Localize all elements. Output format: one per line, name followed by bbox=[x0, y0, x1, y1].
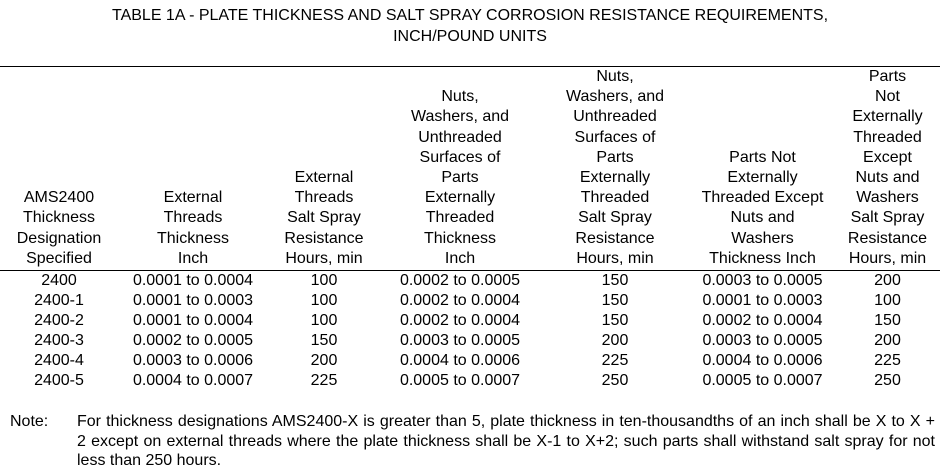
table-cell: 0.0003 to 0.0005 bbox=[399, 332, 521, 350]
column-header-line: Threads bbox=[163, 209, 223, 227]
column-header-line: Hours, min bbox=[285, 249, 363, 267]
table-cell: 2400-1 bbox=[34, 292, 84, 310]
column-header-line: Externally bbox=[579, 169, 651, 187]
table-cell: 100 bbox=[310, 272, 338, 290]
table-cell: 0.0003 to 0.0005 bbox=[702, 332, 823, 350]
column-header-line: Nuts and bbox=[855, 169, 920, 187]
column-header-line: Unthreaded bbox=[418, 128, 502, 146]
table-cell: 0.0003 to 0.0005 bbox=[702, 272, 823, 290]
column-header-line: External bbox=[163, 189, 223, 207]
table-cell: 2400-5 bbox=[34, 372, 84, 390]
column-header-line: Parts bbox=[596, 148, 634, 166]
column-header-line: Nuts, bbox=[441, 88, 479, 106]
thickness-requirements-table bbox=[0, 66, 940, 391]
column-header-line: Inch bbox=[444, 249, 476, 267]
column-header-line: Resistance bbox=[847, 229, 928, 247]
column-header-line: Externally bbox=[852, 108, 923, 126]
column-header-line: Externally bbox=[424, 189, 496, 207]
column-header-1 bbox=[0, 67, 118, 271]
table-cell: 0.0002 to 0.0005 bbox=[132, 332, 254, 350]
header-row bbox=[0, 67, 940, 271]
column-header-line: Parts bbox=[868, 68, 907, 85]
table-cell: 0.0002 to 0.0004 bbox=[702, 312, 823, 330]
column-header-line: Nuts and bbox=[730, 209, 795, 227]
table-cell: 2400-2 bbox=[34, 312, 84, 330]
table-row bbox=[0, 371, 940, 391]
column-header-line: Threaded bbox=[425, 209, 495, 227]
table-cell: 0.0001 to 0.0003 bbox=[702, 292, 823, 310]
table-cell: 225 bbox=[310, 372, 338, 390]
note-label: Note: bbox=[10, 413, 49, 430]
table-row bbox=[0, 331, 940, 351]
column-header-line: Designation bbox=[16, 229, 102, 247]
column-header-2 bbox=[118, 67, 268, 271]
table-cell: 0.0002 to 0.0005 bbox=[399, 272, 521, 290]
table-cell: 150 bbox=[310, 332, 338, 350]
table-cell: 100 bbox=[310, 312, 338, 330]
column-header-7 bbox=[835, 67, 940, 271]
column-header-line: Thickness Inch bbox=[709, 249, 816, 267]
column-header-line: Threaded Except bbox=[701, 189, 824, 207]
table-cell: 0.0004 to 0.0006 bbox=[702, 352, 823, 370]
table-cell: 200 bbox=[601, 332, 629, 350]
column-header-line: Washers bbox=[731, 229, 794, 247]
column-header-line: Salt Spray bbox=[287, 209, 361, 227]
column-header-line: AMS2400 bbox=[23, 189, 95, 207]
column-header-line: Thickness bbox=[22, 209, 96, 227]
column-header-line: Hours, min bbox=[848, 249, 927, 267]
table-cell: 150 bbox=[601, 292, 629, 310]
table-cell: 0.0005 to 0.0007 bbox=[702, 372, 823, 390]
table-cell: 0.0005 to 0.0007 bbox=[399, 372, 521, 390]
note-text: For thickness designations AMS2400-X is greater than 5, plate thickness in ten-thousandths of an inch shall be X to X + 2 except on external threads where the plate thickness shall be X-1 to X+2; such parts shall withstand salt spray for not less than 250 hours. bbox=[77, 413, 935, 469]
column-header-6 bbox=[690, 67, 835, 271]
column-header-line: Washers bbox=[856, 189, 919, 207]
column-header-line: Threaded bbox=[853, 128, 922, 146]
table-cell: 200 bbox=[310, 352, 338, 370]
table-cell: 150 bbox=[601, 312, 629, 330]
column-header-line: Resistance bbox=[284, 229, 364, 247]
table-cell: 225 bbox=[874, 352, 901, 370]
table-cell: 0.0004 to 0.0007 bbox=[132, 372, 254, 390]
table-cell: 2400-3 bbox=[34, 332, 84, 350]
column-header-line: Unthreaded bbox=[573, 108, 657, 126]
table-cell: 225 bbox=[601, 352, 629, 370]
column-header-5 bbox=[540, 67, 690, 271]
table-row bbox=[0, 311, 940, 331]
column-header-line: Nuts, bbox=[596, 68, 634, 85]
table-cell: 2400 bbox=[41, 272, 77, 290]
table-title bbox=[0, 5, 940, 47]
column-header-line: Salt Spray bbox=[578, 209, 652, 227]
column-header-line: Externally bbox=[727, 169, 798, 187]
column-header-line: Washers, and bbox=[410, 108, 510, 126]
column-header-line: Surfaces of bbox=[574, 128, 656, 146]
table-cell: 150 bbox=[874, 312, 901, 330]
table-title-line-1: TABLE 1A - PLATE THICKNESS AND SALT SPRAY CORROSION RESISTANCE REQUIREMENTS, bbox=[111, 7, 829, 24]
column-header-line: Washers, and bbox=[565, 88, 665, 106]
table-row bbox=[0, 291, 940, 311]
table-cell: 200 bbox=[874, 272, 901, 290]
column-header-4 bbox=[380, 67, 540, 271]
column-header-line: Specified bbox=[26, 249, 92, 267]
table-cell: 0.0001 to 0.0003 bbox=[132, 292, 254, 310]
column-header-line: Thickness bbox=[423, 229, 497, 247]
column-header-line: Parts Not bbox=[729, 148, 796, 166]
table-row bbox=[0, 351, 940, 371]
column-header-3 bbox=[268, 67, 380, 271]
column-header-line: Inch bbox=[177, 249, 209, 267]
table-row bbox=[0, 271, 940, 292]
column-header-line: Hours, min bbox=[576, 249, 654, 267]
column-header-line: Surfaces of bbox=[419, 148, 501, 166]
table-cell: 250 bbox=[601, 372, 629, 390]
table-cell: 0.0001 to 0.0004 bbox=[132, 272, 254, 290]
table-cell: 100 bbox=[310, 292, 338, 310]
column-header-line: Salt Spray bbox=[850, 209, 925, 227]
column-header-line: Not bbox=[875, 88, 900, 106]
column-header-line: External bbox=[294, 169, 354, 187]
table-cell: 0.0004 to 0.0006 bbox=[399, 352, 521, 370]
table-cell: 2400-4 bbox=[34, 352, 84, 370]
table-title-line-2: INCH/POUND UNITS bbox=[393, 28, 547, 45]
column-header-line: Thickness bbox=[156, 229, 230, 247]
column-header-line: Resistance bbox=[575, 229, 655, 247]
table-cell: 0.0001 to 0.0004 bbox=[132, 312, 254, 330]
table-body bbox=[0, 271, 940, 392]
column-header-line: Threaded bbox=[580, 189, 650, 207]
table-cell: 100 bbox=[874, 292, 901, 310]
table-cell: 0.0002 to 0.0004 bbox=[399, 292, 521, 310]
table-cell: 150 bbox=[601, 272, 629, 290]
column-header-line: Threads bbox=[294, 189, 354, 207]
table-cell: 0.0003 to 0.0006 bbox=[132, 352, 254, 370]
table-cell: 250 bbox=[874, 372, 901, 390]
table-cell: 200 bbox=[874, 332, 901, 350]
column-header-line: Except bbox=[863, 148, 912, 166]
column-header-line: Parts bbox=[441, 169, 479, 187]
table-cell: 0.0002 to 0.0004 bbox=[399, 312, 521, 330]
